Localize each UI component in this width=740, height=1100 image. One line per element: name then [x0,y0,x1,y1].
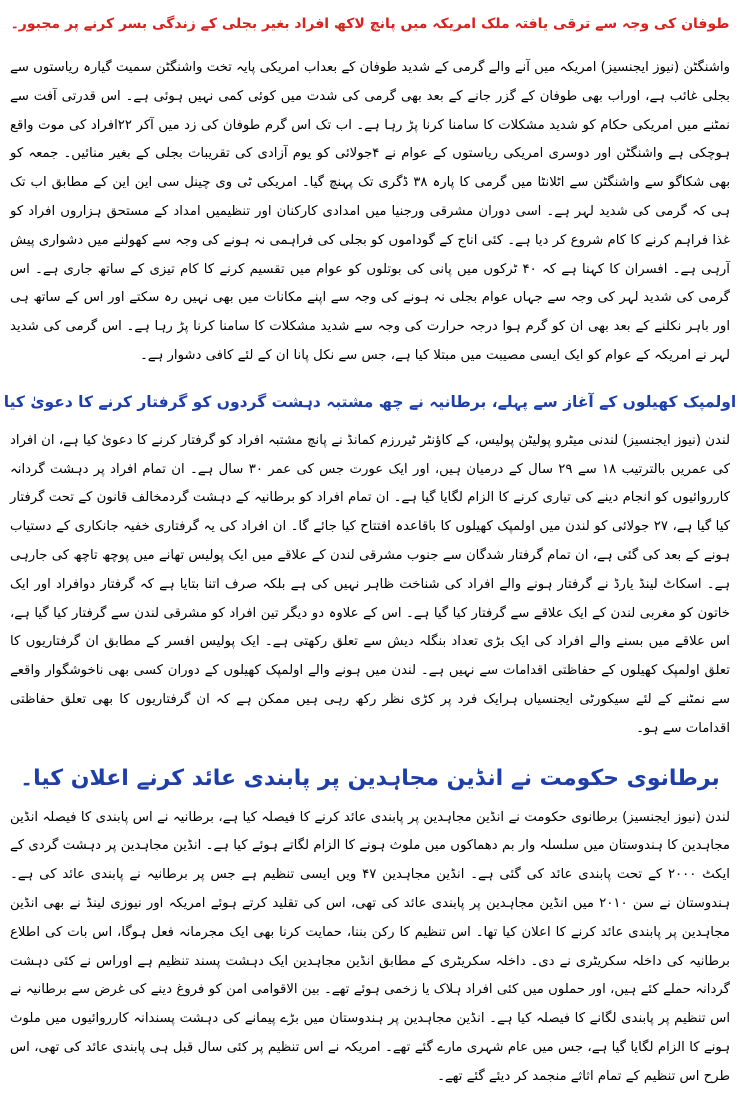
article2-body: لندن (نیوز ایجنسیز) لندنی میٹرو پولیٹن پولیس، کے کاؤنٹر ٹیررزم کمانڈ نے پانچ مشتبہ افراد کو گرفتار کرنے کا دعویٰ کیا ہے، ان افراد کی عمریں بالترتیب ۱۸ سے ۲۹ سال کے درمیان ہیں، اور ایک عورت جس کی عمر ۳۰ سال ہے۔ ان تمام افراد پر دہشت گردانہ کارروائیوں کو انجام دینے کی تیاری کرنے کا الزام لگایا گیا ہے۔ ان تمام افراد کو برطانیہ کے دہشت گردمخالف قانون کے تحت گرفتار کیا گیا ہے، ۲۷ جولائی کو لندن میں اولمپک کھیلوں کا باقاعدہ افتتاح کیا جائے گا۔ ان افراد کی یہ گرفتاری خفیہ جانکاری کے دستیاب ہونے کے بعد کی گئی ہے، ان تمام گرفتار شدگان سے جنوب مشرقی لندن کے علاقے میں ایک پولیس تھانے میں پوچھ تاچھ کی جارہی ہے۔ اسکاٹ لینڈ یارڈ نے گرفتار ہونے والے افراد کی شناخت ظاہر نہیں کی ہے بلکہ صرف اتنا بتایا ہے کہ گرفتار دوافراد اور ایک خاتون کو مغربی لندن کے ایک علاقے سے گرفتار کیا گیا ہے۔ اس کے علاوہ دو دیگر تین افراد کو مشرقی لندن سے گرفتار کیا گیا ہے، اس علاقے میں بسنے والے افراد کی ایک بڑی تعداد بنگلہ دیش سے تعلق رکھتی ہے۔ ایک پولیس افسر کے مطابق ان گرفتاریوں کا تعلق اولمپک کھیلوں کے حفاظتی اقدامات سے نہیں ہے۔ لندن میں ہونے والے اولمپک کھیلوں کے دوران کسی بھی ناخوشگوار واقعے سے نمٹنے کے لئے سیکورٹی ایجنسیاں ہرایک فرد پر کڑی نظر رکھ رہی ہیں ممکن ہے کہ ان گرفتاریوں کا بھی تعلق حفاظتی اقدامات سے ہو۔ [10,432,730,736]
article3-headline: برطانوی حکومت نے انڈین مجاہدین پر پابندی عائد کرنے اعلان کیا۔ [20,765,720,791]
article1-body: واشنگٹن (نیوز ایجنسیز) امریکہ میں آنے والے گرمی کے شدید طوفان کے بعداب امریکی پایہ تخت واشنگٹن سمیت گیارہ ریاستوں سے بجلی غائب ہے، اوراب بھی طوفان کے گزر جانے کے بعد بھی گرمی کی شدت میں کوئی کمی نہیں ہوئی ہے۔ اس قدرتی آفت سے نمٹنے میں امریکی حکام کو شدید مشکلات کا سامنا کرنا پڑ رہا ہے۔ اب تک اس گرم طوفان کی زد میں آکر ۲۲افراد کی موت واقع ہوچکی ہے واشنگٹن اور دوسری امریکی ریاستوں کے عوام نے ۴جولائی کو یوم آزادی کی تقریبات بجلی کے بغیر منائیں۔ جمعہ کو بھی شکاگو سے واشنگٹن سے اٹلانٹا میں گرمی کا پارہ ۳۸ ڈگری تک پہنچ گیا۔ امریکی ٹی وی چینل سی این این کے مطابق اب تک ہی کہ گرمی کی شدید لہر ہے۔ اسی دوران مشرقی ورجنیا میں امدادی کارکنان اور تنظیمیں امداد کے مستحق ہزاروں افراد کو غذا فراہم کرنے کا کام شروع کر دیا ہے۔ کئی اناج کے گوداموں کو بجلی کی فراہمی نہ ہونے کی وجہ سے کھولنے میں دشواری پیش آرہی ہے۔ افسران کا کہنا ہے کہ ۴۰ ٹرکوں میں پانی کی بوتلوں کو عوام میں تقسیم کرنے کا کام تیزی کے ساتھ جاری ہے۔ اس گرمی کی شدید لہر کی وجہ سے جہاں عوام بجلی نہ ہونے کی وجہ سے اپنے مکانات میں بھی نہیں رہ سکتے اور اس کے ساتھ ہی اور باہر نکلنے کے بعد بھی ان کو گرم ہوا درجہ حرارت کی وجہ سے شدید مشکلات کا سامنا کرنا پڑ رہا ہے۔ اس گرمی کی شدید لہر نے امریکہ کے عوام کو ایک ایسی مصیبت میں مبتلا کیا ہے، جس سے نکل پانا ان کے لئے کافی دشوار ہے۔ [10,60,731,363]
article2-headline: اولمپک کھیلوں کے آغاز سے پہلے، برطانیہ نے چھ مشتبہ دہشت گردوں کو گرفتار کرنے کا دعویٰ کیا [3,392,737,411]
article1-headline: طوفان کی وجہ سے ترقی یافتہ ملک امریکہ میں پانچ لاکھ افراد بغیر بجلی کے زندگی بسر کرنے پر مجبور۔ [10,16,730,32]
article3-body: لندن (نیوز ایجنسیز) برطانوی حکومت نے انڈین مجاہدین پر پابندی عائد کرنے کا فیصلہ کیا ہے، برطانیہ نے اس پابندی کا فیصلہ انڈین مجاہدین کا ہندوستان میں سلسلہ وار بم دھماکوں میں ملوث ہونے کا الزام لگاتے ہوئے کیا ہے۔ انڈین مجاہدین پر دہشت گردی کے ایکٹ ۲۰۰۰ کے تحت پابندی عائد کی گئی ہے۔ انڈین مجاہدین ۴۷ ویں ایسی تنظیم ہے جس پر برطانیہ نے پابندی عائد کی ہے۔ ہندوستان نے سن ۲۰۱۰ میں انڈین مجاہدین پر پابندی عائد کی تھی، اس کی تقلید کرتے ہوئے امریکہ اور نیوزی لینڈ نے بھی انڈین مجاہدین پر پابندی عائد کرنے کا اعلان کیا تھا۔ اس تنظیم کا رکن بننا، حمایت کرنا بھی ایک مجرمانہ فعل ہوگا، اس بات کی اطلاع برطانیہ کی داخلہ سکریٹری نے دی۔ داخلہ سکریٹری کے مطابق انڈین مجاہدین ایک دہشت پسند تنظیم ہے اوراس نے کئی دہشت گردانہ حملے کئے ہیں، اور حملوں میں کئی افراد ہلاک یا زخمی ہوئے تھے۔ بین الاقوامی امن کو فروغ دینے کی غرض سے برطانیہ نے اس تنظیم پر پابندی لگانے کا فیصلہ کیا ہے۔ انڈین مجاہدین پر ہندوستان میں بڑے پیمانے کی دہشت پسندانہ کارروائیوں میں ملوث ہونے کا الزام لگایا گیا ہے، جس میں عام شہری مارے گئے تھے۔ امریکہ نے اس تنظیم پر کئی سال قبل ہی پابندی عائد کی تھی، اس طرح اس تنظیم کے تمام اثاثے منجمد کر دیئے گئے تھے۔ [10,809,730,1084]
